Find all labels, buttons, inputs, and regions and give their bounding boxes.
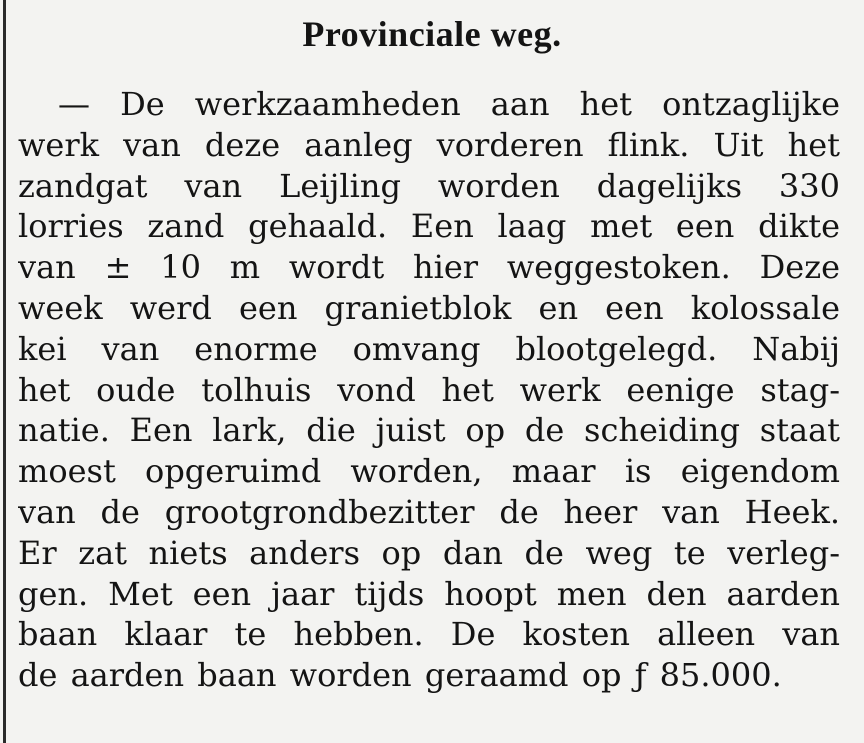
article-line-8: het oude tolhuis vond het werk eenige stag- [18,370,840,409]
article-line-6: week werd een granietblok en een kolossale [18,288,840,327]
article-line-3: zandgat van Leijling worden dagelijks 330 [18,166,840,205]
article-line-10: moest opgeruimd worden, maar is eigendom [18,452,840,491]
article-line-4: lorries zand gehaald. Een laag met een dikte [18,207,840,246]
article-title: Provinciale weg. [302,14,562,54]
article-line-13: gen. Met een jaar tijds hoopt men den aarden [18,574,840,613]
article-line-15: de aarden baan worden geraamd op ƒ 85.000. [18,656,782,695]
column-rule [3,0,6,743]
article-line-14: baan klaar te hebben. De kosten alleen van [18,615,840,654]
article-body [18,84,840,696]
article-line-12: Er zat niets anders op dan de weg te verleg- [18,533,840,572]
article-line-7: kei van enorme omvang blootgelegd. Nabij [18,329,840,368]
article-line-9: natie. Een lark, die juist op de scheiding staat [18,411,840,450]
article-line-2: werk van deze aanleg vorderen flink. Uit het [18,125,840,164]
article-line-5: van ± 10 m wordt hier weggestoken. Deze [18,248,840,287]
article-line-1: — De werkzaamheden aan het ontzaglijke [58,85,840,123]
article-line-11: van de grootgrondbezitter de heer van Heek. [18,492,840,531]
